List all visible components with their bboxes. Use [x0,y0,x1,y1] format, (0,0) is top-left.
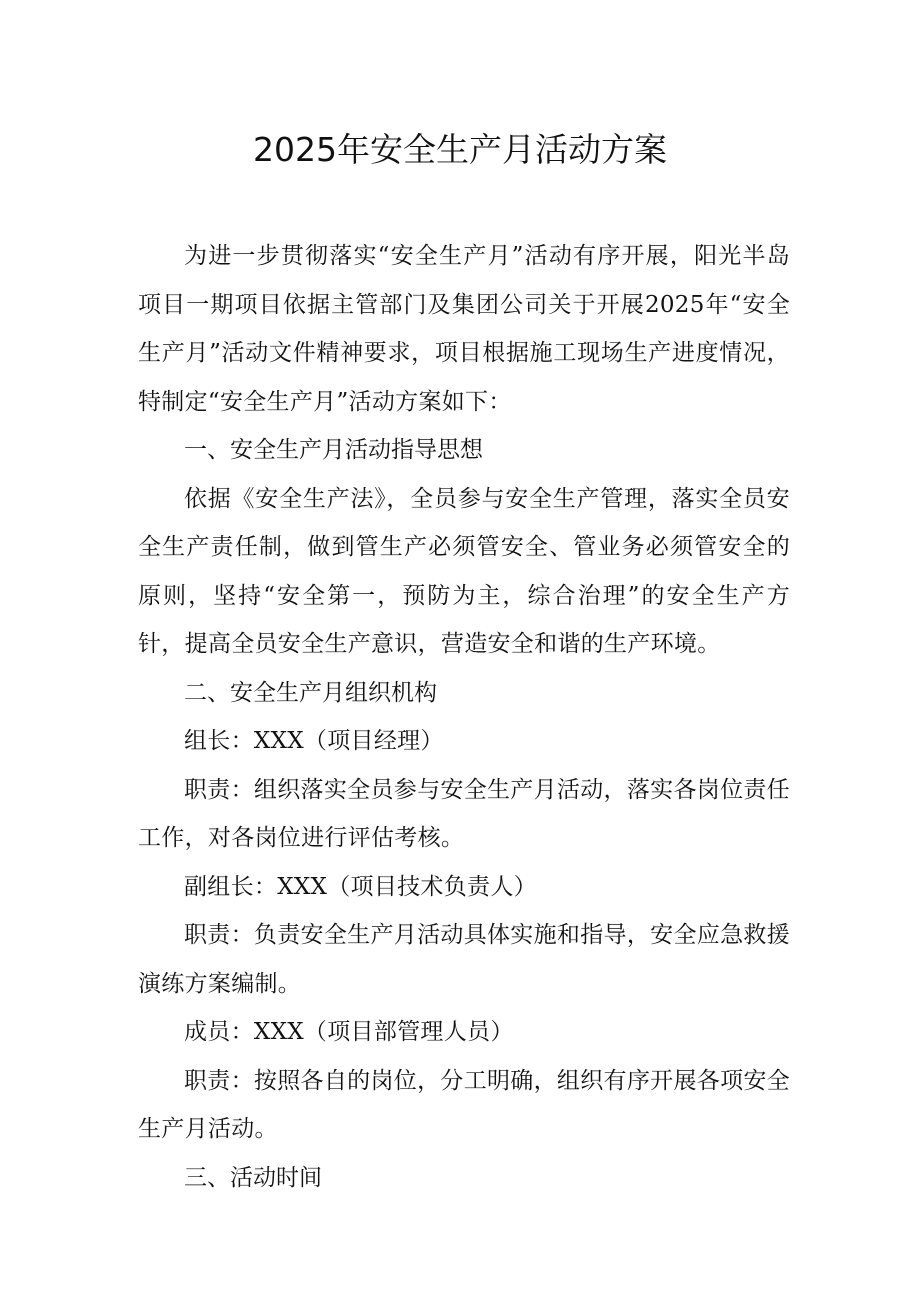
deputy-line: 副组长：XXX（项目技术负责人） [184,873,537,900]
members-line: 成员：XXX（项目部管理人员） [184,1019,514,1045]
section-2-heading: 二、安全生产月组织机构 [184,679,437,706]
intro-paragraph: 为进一步贯彻落实“安全生产月”活动有序开展，阳光半岛项目一期项目依据主管部门及集团公司关于开展2025年“安全生产月”活动文件精神要求，项目根据施工现场生产进度情况，特制定“安全生产月”活动方案如下： [138,243,790,415]
document-title: 2025年安全生产月活动方案 [253,130,667,169]
members-duty: 职责：按照各自的岗位，分工明确，组织有序开展各项安全生产月活动。 [138,1067,790,1142]
section-3-heading: 三、活动时间 [184,1164,322,1191]
leader-line: 组长：XXX（项目经理） [184,728,444,754]
document-body [138,232,790,1202]
section-1-heading: 一、安全生产月活动指导思想 [184,437,483,463]
deputy-duty: 职责：负责安全生产月活动具体实施和指导，安全应急救援演练方案编制。 [138,922,790,997]
section-1-text: 依据《安全生产法》，全员参与安全生产管理，落实全员安全生产责任制，做到管生产必须管安全、管业务必须管安全的原则，坚持“安全第一，预防为主，综合治理”的安全生产方针，提高全员安全生产意识，营造安全和谐的生产环境。 [138,485,790,657]
leader-duty: 职责：组织落实全员参与安全生产月活动，落实各岗位责任工作，对各岗位进行评估考核。 [138,776,790,851]
